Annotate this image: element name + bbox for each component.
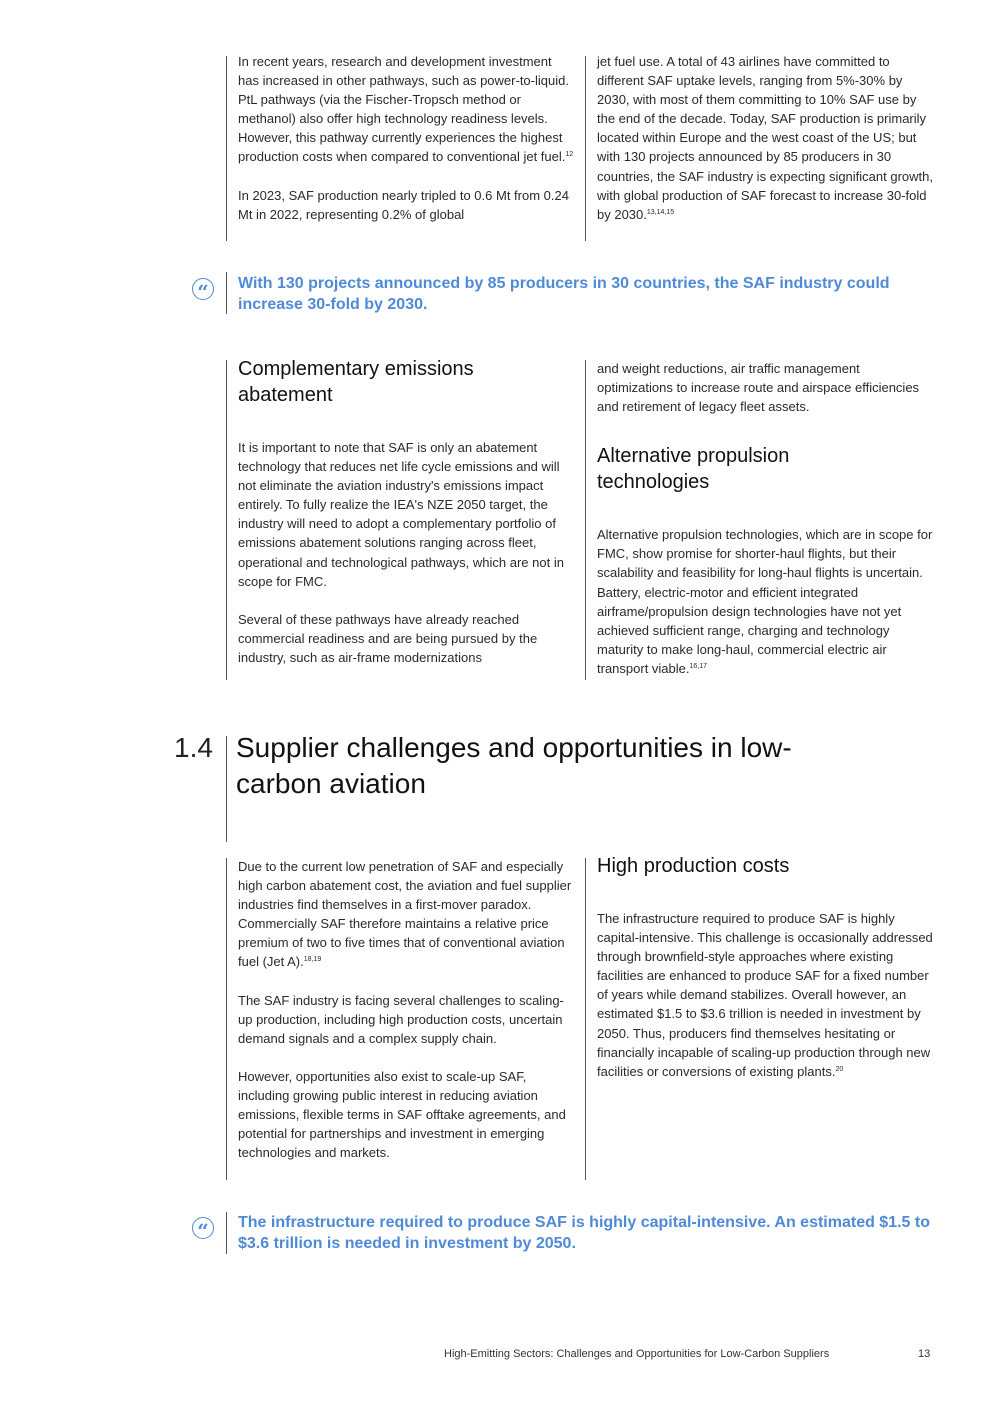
bottom-left-column xyxy=(238,857,576,1162)
left-column-rule-top xyxy=(226,56,227,241)
footer-title: High-Emitting Sectors: Challenges and Opportunities for Low-Carbon Suppliers xyxy=(444,1348,830,1360)
top-right-column xyxy=(597,52,933,224)
quote1-rule xyxy=(226,272,227,314)
quote-icon: “ xyxy=(192,278,214,300)
body-paragraph: The SAF industry is facing several challenges to scaling-up production, including high production costs, uncertain demand signals and a complex supply chain. xyxy=(238,992,564,1046)
footnote-ref: 18,19 xyxy=(303,956,322,964)
footnote-ref: 13,14,15 xyxy=(646,208,675,216)
body-paragraph: and weight reductions, air traffic management optimizations to increase route and airspace efficiencies and retirement of legacy fleet assets. xyxy=(597,361,920,415)
middle-left-column xyxy=(238,356,576,667)
footnote-ref: 20 xyxy=(835,1065,844,1073)
body-paragraph: Several of these pathways have already reached commercial readiness and are being pursued by the industry, such as air-frame modernizations xyxy=(238,611,538,665)
subsection-heading: High production costs xyxy=(597,855,790,877)
subsection-heading: Alternative propulsion technologies xyxy=(597,445,790,494)
body-paragraph: In 2023, SAF production nearly tripled to 0.6 Mt from 0.24 Mt in 2022, representing 0.2% of global xyxy=(238,187,569,222)
right-column-rule-bottom xyxy=(585,858,586,1180)
quote2-rule xyxy=(226,1212,227,1254)
right-column-rule-top xyxy=(585,56,586,241)
quote-icon: “ xyxy=(192,1217,214,1239)
footnote-ref: 12 xyxy=(565,151,574,159)
right-column-rule-middle xyxy=(585,360,586,680)
middle-right-column xyxy=(597,359,933,678)
body-paragraph: Due to the current low penetration of SAF and especially high carbon abatement cost, the aviation and fuel supplier industries find themselves in a first-mover paradox. Commercially SAF therefore maintains a relative price premium of two to five times that of conventional aviation fuel (Jet A).$^{18,19}$ xyxy=(238,859,572,970)
top-left-column xyxy=(238,52,576,224)
body-paragraph: It is important to note that SAF is only an abatement technology that reduces net life cycle emissions and will not eliminate the aviation industry's emissions impact entirely. To fully realize the IEA's NZE 2050 target, the industry will need to adopt a complementary portfolio of emissions abatement solutions ranging across fleet, operational and technological pathways, which are not in scope for FMC. xyxy=(238,440,564,589)
body-paragraph: jet fuel use. A total of 43 airlines have committed to different SAF uptake levels, ranging from 5%-30% by 2030, with most of them committing to 10% SAF use by the end of the decade. Today, SAF production is primarily located within Europe and the west coast of the US; but with 130 projects announced by 85 producers in 30 countries, the SAF industry is expecting significant growth, with global production of SAF forecast to increase 30-fold by 2030.$^{13,14,15}$ xyxy=(597,54,933,222)
section-rule xyxy=(226,736,227,842)
left-column-rule-middle xyxy=(226,360,227,680)
pull-quote: With 130 projects announced by 85 producers in 30 countries, the SAF industry could increase 30-fold by 2030. xyxy=(238,275,890,313)
body-paragraph: In recent years, research and development investment has increased in other pathways, such as power-to-liquid. PtL pathways (via the Fischer-Tropsch method or methanol) also offer high technology readiness levels. However, this pathway currently experiences the highest production costs when compared to conventional jet fuel.$^{12}$ xyxy=(238,54,574,165)
section-number: 1.4 xyxy=(174,732,213,763)
section-title: Supplier challenges and opportunities in low-carbon aviation xyxy=(236,732,792,799)
body-paragraph: Alternative propulsion technologies, which are in scope for FMC, show promise for shorter-haul flights, but their scalability and feasibility for long-haul flights is uncertain. Battery, electric-motor and efficient integrated airframe/propulsion design technologies have not yet achieved sufficient range, charging and technology maturity to make long-haul, commercial electric air transport viable.$^{16,17}$ xyxy=(597,527,933,676)
left-column-rule-bottom xyxy=(226,858,227,1180)
page-number: 13 xyxy=(918,1348,931,1360)
subsection-heading: Complementary emissions abatement xyxy=(238,358,474,406)
body-paragraph: However, opportunities also exist to scale-up SAF, including growing public interest in reducing aviation emissions, flexible terms in SAF offtake agreements, and potential for partnerships and investment in emerging technologies and markets. xyxy=(238,1068,566,1161)
body-paragraph: The infrastructure required to produce SAF is highly capital-intensive. This challenge is occasionally addressed through brownfield-style approaches where existing facilities are enhanced to produce SAF for a fixed number of years while demand stabilizes. Overall however, an estimated $1.5 to $3.6 trillion is needed in investment by 2050. Thus, producers find themselves hesitating or financially incapable of scaling-up production through new facilities or conversions of existing plants.$^{20}$ xyxy=(597,911,933,1079)
pull-quote: The infrastructure required to produce SAF is highly capital-intensive. An estimated $1.5 to $3.6 trillion is needed in investment by 2050. xyxy=(238,1214,930,1252)
bottom-right-column xyxy=(597,853,933,1081)
footnote-ref: 16,17 xyxy=(689,662,708,670)
